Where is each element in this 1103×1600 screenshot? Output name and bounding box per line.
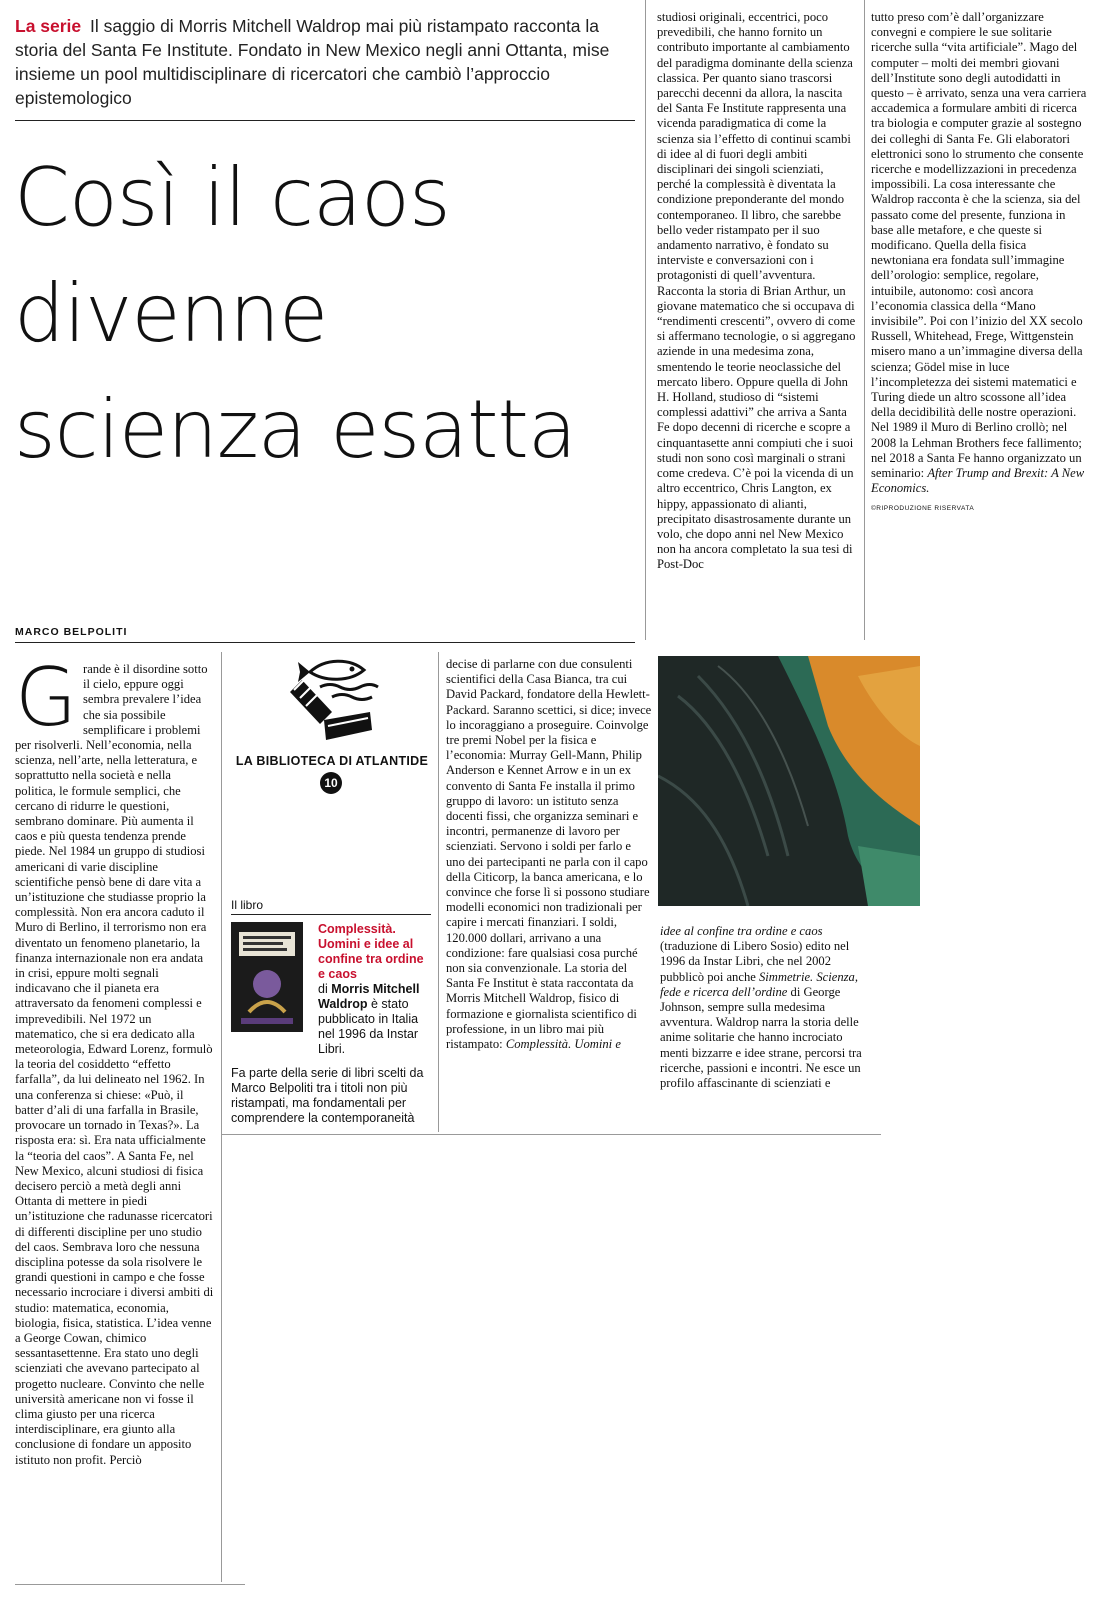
johnson-book-title: Simmetrie. Scienza, fede e ricerca dell’ordine [660, 969, 858, 999]
body-text-col3b: studiosi originali, eccentrici, poco prevedibili, che hanno fornito un contributo importante al cambiamento del paradigma dominante della scienza classica. Per quanto siano trascorsi parecchi decenni da allora, la nascita del Santa Fe Institute rappresenta una vicenda paradigmatica di come la scienza sia l’effetto di continui scambi di idee al di fuori degli ambiti disciplinari dei singoli scienziati, perché la complessità è diventata la condizione preponderante del mondo contemporaneo. Il libro, che sarebbe bello veder ristampato per il suo andamento narrativo, è fondato su interviste e conversazioni con i protagonisti di quell’avventura. Racconta la storia di Brian Arthur, un giovane matematico che si occupava di “rendimenti crescenti”, ovvero di come si affermano tecnologie, o si aggregano aziende in una medesima zona, smentendo le teorie neoclassiche del mercato libero. Oppure quella di John H. Holland, studioso di “sistemi complessi adattivi” che arriva a Santa Fe dopo decenni di ricerche e scopre a cinquantasette anni compiuti che i suoi studi non sono così marginali o strani come credeva. C’è poi la vicenda di un altro eccentrico, Chris Langton, ex hippy, appassionato di alianti, precipitato disastrosamente durante un volo, che dopo anni nel New Mexico non ha ancora completato la sua tesi di Post-Doc [657, 10, 856, 572]
column-divider [645, 0, 646, 640]
seminar-title: After Trump and Brexit: A New Economics. [871, 466, 1085, 496]
body-text-col1: rande è il disordine sotto il cielo, eppure oggi sembra prevalere l’idea che sia possibile semplificare i problemi per risolverli. Nell’economia, nella scienza, nell’arte, nella letteratura, e soprattutto nella società e nella politica, le formule semplici, che cercano di ridurre le questioni, sembrano dominare. Più aumenta il caos e più questa tendenza prende piede. Nel 1984 un gruppo di studiosi americani di varie discipline scientifiche pensò bene di dare vita a un’istituzione che studiasse proprio la complessità. Non era ancora caduto il Muro di Berlino, il terrorismo non era diventato un fenomeno planetario, la finanza internazionale non era andata in crisi, eppure molti segnali indicavano che il pianeta era attraversato da fenomeni complessi e imprevedibili. Nel 1972 un matematico, che si era dedicato alla meteorologia, Edward Lorenz, formulò la teoria del cosiddetto “effetto farfalla”, da lui delineato nel 1962. In una conferenza si chiese: «Può, il batter d’ali di una farfalla in Brasile, provocare un tornado in Texas?». La risposta era: sì. Era nata ufficialmente la “teoria del caos”. A Santa Fe, nel New Mexico, alcuni studiosi di fisica decisero perciò a metà degli anni Ottanta di mettere in piedi un’istituzione che radunasse ricercatori di differenti discipline per uno studio del caos. Sembrava loro che nessuna disciplina potesse da sola risolvere le grandi questioni in campo e che fosse necessario incrociare i diversi ambiti di studio: matematica, economia, biologia, fisica, statistica. L’idea venne a George Cowan, chimico sessantasettenne. Era stato uno degli scienziati che avevano partecipato al progetto nucleare. Convinto che nelle università americane non vi fosse il clima giusto per una ricerca interdisciplinare, era giunto alla conclusione di fondare un apposito istituto non profit. Perciò [15, 662, 214, 1467]
book-title: Complessità. Uomini e idee al confine tra ordine e caos [318, 922, 424, 981]
body-column-1 [15, 651, 215, 1468]
byline: MARCO BELPOLITI [15, 626, 128, 638]
body-text-col4b: tutto preso com’è dall’organizzare convegni e compiere le sue solitarie ricerche sulla “vita artificiale”. Mago del computer – molti dei membri giovani dell’Institute sono degli autodidatti in questo – è arrivato, senza una vera carriera accademica a formulare ambiti di ricerca tra biologia e computer grazie al sostegno dei colleghi di Santa Fe. Gli elaboratori elettronici sono lo strumento che consente ricerche e modellizzazioni in precedenza impossibili. La cosa interessante che Waldrop racconta è che la scienza, sia del passato come del presente, funziona in base alle metafore, e che queste si modificano. Quella della fisica newtoniana era fondata sull’immagine dell’orologio: semplice, regolare, intuibile, autonomo: così ancora l’economia classica della “Mano invisibile”. Poi con l’inizio del XX secolo Russell, Whitehead, Frege, Wittgenstein misero mano a un’immagine diversa della scienza; Gödel mise in luce l’incompletezza dei sistemi matematici e Turing diede un altro scossone all’idea della decidibilità delle nostre operazioni. Nel 1989 il Muro di Berlino crollò; nel 2008 la Lehman Brothers fece fallimento; nel 2018 a Santa Fe hanno organizzato un seminario: [871, 10, 1087, 481]
body-column-3-upper [657, 10, 859, 573]
column-divider [15, 1584, 245, 1585]
book-description: Fa parte della serie di libri scelti da Marco Belpoliti tra i titoli non più ristampati, ma fondamentali per comprendere la contemporaneità [231, 1066, 424, 1125]
column-divider [864, 0, 865, 640]
series-number-badge: 10 [320, 772, 342, 794]
column-divider [221, 1134, 881, 1135]
body-text-col3a: decise di parlarne con due consulenti scientifici della Casa Bianca, tra cui David Packard, fondatore della Hewlett-Packard. Saranno scettici, si dice; invece lo incoraggiano a proseguire. Coinvolge tre premi Nobel per la fisica e l’economia: Murray Gell-Mann, Philip Anderson e Kennet Arrow e in un ex convento di Santa Fe installa il primo gruppo di lavoro: un istituto senza docenti fissi, che organizza seminari e incontri, permanenze di lavoro per scienziati. Servono i soldi per farlo e uno dei partecipanti ne parla con il capo della Citicorp, la banca americana, e lo convince che forse lì si possono studiare modelli economici non tradizionali per capire i mercati finanziari. I soldi, 120.000 dollari, arrivano a una condizione: fare qualsiasi cosa purché non sia convenzionale. La storia del Santa Fe Institut è stata raccontata da Morris Mitchell Waldrop, fisico di formazione e giornalista scientifico di professione, in un libro mai più ristampato: [446, 657, 652, 1052]
body-column-3-lower [446, 657, 652, 1052]
book-cover-image [231, 922, 303, 1032]
byline-rule [15, 642, 635, 643]
book-section-label: Il libro [231, 898, 264, 912]
headline-line-3: scienza esatta [14, 383, 576, 476]
body-text-col4a-2: di George Johnson, sempre sulla medesima avventura. Waldrop narra la storia delle anime solitarie che hanno incrociato menti bizzarre e idee strane, percorsi tra ricerche, passioni e incontri. Ne esce un profilo affascinante di scienziati e [660, 984, 862, 1091]
book-author-prefix: di [318, 982, 332, 996]
body-column-4-upper [871, 10, 1087, 516]
book-section-rule [231, 914, 431, 915]
body-text-col4a-1: (traduzione di Libero Sosio) edito nel 1996 da Instar Libri, che nel 2002 pubblicò poi anche [660, 939, 850, 984]
illustration [658, 656, 920, 906]
column-divider [438, 652, 439, 1132]
headline-line-2: divenne [14, 267, 328, 360]
drop-cap: G [15, 651, 77, 744]
top-illustration-strip [660, 0, 840, 6]
book-author: Morris Mitchell Waldrop [318, 982, 420, 1011]
headline-line-1: Così il caos [14, 151, 450, 244]
book-info [318, 922, 430, 1057]
kicker-label: La serie [15, 16, 82, 36]
atlantide-logo [280, 652, 380, 747]
series-title: LA BIBLIOTECA DI ATLANTIDE [235, 754, 429, 768]
book-title-italic: Complessità. Uomini e [505, 1037, 621, 1052]
book-title-italic-cont: idee al confine tra ordine e caos [660, 924, 823, 938]
kicker-rule [15, 120, 635, 121]
kicker [15, 14, 635, 110]
body-column-4-lower [660, 924, 864, 1091]
kicker-text: Il saggio di Morris Mitchell Waldrop mai più ristampato racconta la storia del Santa Fe Institute. Fondato in New Mexico negli anni Ottanta, mise insieme un pool multidisciplinare di ricercatori che cambiò l’approccio epistemologico [15, 16, 610, 108]
column-divider [221, 652, 222, 1582]
book-publication: è stato pubblicato in Italia nel 1996 da Instar Libri. [318, 997, 419, 1056]
copyright-notice: ©RIPRODUZIONE RISERVATA [871, 504, 975, 512]
headline [14, 140, 644, 488]
